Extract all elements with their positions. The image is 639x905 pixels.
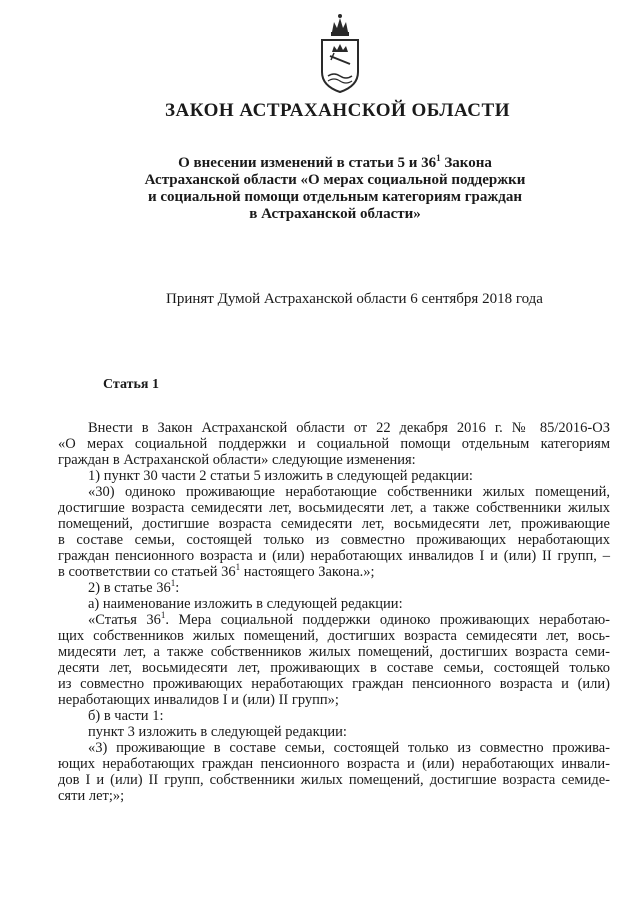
text-line: мидесяти лет, а также собственников жилых помещений, достигших возраста семи- <box>58 644 610 660</box>
text-line: «3) проживающие в составе семьи, состоящей только из совместно прожива- <box>88 740 610 756</box>
text-line: из совместно проживающих неработающих граждан пенсионного возраста и (или) <box>58 676 610 692</box>
article-body <box>58 420 610 804</box>
text-line: граждан пенсионного возраста и (или) неработающих инвалидов I и (или) II групп, – <box>58 548 610 564</box>
law-title: ЗАКОН АСТРАХАНСКОЙ ОБЛАСТИ <box>165 100 510 121</box>
text-line: ющих неработающих граждан пенсионного возраста и (или) неработающих инвали- <box>58 756 610 772</box>
text-line: 1) пункт 30 части 2 статьи 5 изложить в следующей редакции: <box>88 468 473 484</box>
text-line: «О мерах социальной поддержки и социальной помощи отдельным категориям <box>58 436 610 452</box>
text-line: дов I и (или) II групп, собственники жилых помещений, достигшие возраста семиде- <box>58 772 610 788</box>
text-line: а) наименование изложить в следующей редакции: <box>88 596 403 612</box>
article-heading: Статья 1 <box>103 377 159 392</box>
subtitle-line: в Астраханской области» <box>249 206 421 222</box>
text-line: 2) в статье $36^1$: <box>88 578 180 596</box>
text-line: б) в части 1: <box>88 708 164 724</box>
text-line: щих собственников жилых помещений, достигших возраста семидесяти лет, вось- <box>58 628 610 644</box>
text-line: граждан в Астраханской области» следующие изменения: <box>58 452 416 468</box>
adoption-statement: Принят Думой Астраханской области 6 сентября 2018 года <box>166 291 543 307</box>
law-subtitle <box>70 155 600 223</box>
text-line: в соответствии со статьей $36^1$ настоящего Закона.»; <box>58 562 375 580</box>
text-line: помещений, достигшие возраста семидесяти лет, восьмидесяти лет, проживающие <box>58 516 610 532</box>
text-line: десяти лет, восьмидесяти лет, проживающих в составе семьи, состоящей только <box>58 660 610 676</box>
subtitle-line: Астраханской области «О мерах социальной поддержки <box>144 172 526 188</box>
subtitle-line: О внесении изменений в статьи 5 и $36^1$ Закона <box>178 153 492 171</box>
coat-of-arms-emblem <box>312 10 368 96</box>
text-line: сяти лет;»; <box>58 788 125 804</box>
text-line: «30) одиноко проживающие неработающие собственники жилых помещений, <box>88 484 610 500</box>
text-line: в составе семьи, состоящей только из совместно проживающих неработающих <box>58 532 610 548</box>
text-line: пункт 3 изложить в следующей редакции: <box>88 724 347 740</box>
text-line: неработающих инвалидов I и (или) II групп»; <box>58 692 339 708</box>
text-line: Внести в Закон Астраханской области от 22 декабря 2016 г. № 85/2016-ОЗ <box>88 420 610 436</box>
text-line: достигшие возраста семидесяти лет, восьмидесяти лет, а также собственники жилых <box>58 500 610 516</box>
text-line: «Статья $36^1$. Мера социальной поддержки одиноко проживающих неработаю- <box>88 610 610 628</box>
subtitle-line: и социальной помощи отдельным категориям граждан <box>148 189 522 205</box>
